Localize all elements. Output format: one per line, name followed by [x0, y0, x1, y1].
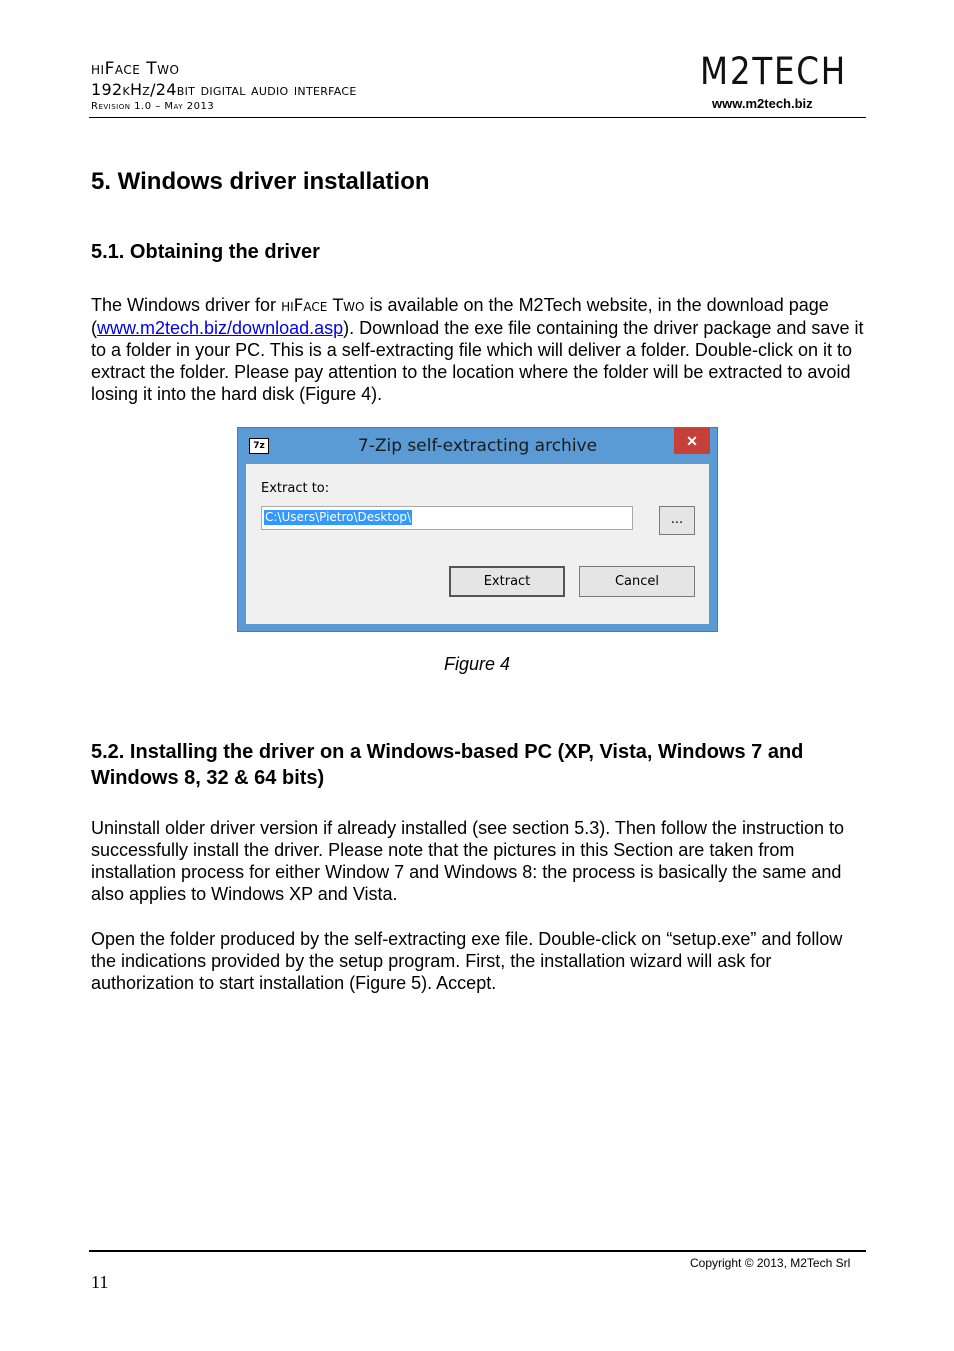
browse-button[interactable]: ... [659, 506, 695, 535]
seven-zip-dialog-screenshot [237, 427, 718, 632]
website-url: www.m2tech.biz [712, 96, 813, 111]
footer-rule [89, 1250, 866, 1252]
product-name-inline: hiFace Two [281, 296, 365, 316]
header-left [91, 58, 357, 113]
para-text: The Windows driver for [91, 295, 282, 315]
extract-to-label: Extract to: [261, 481, 330, 496]
subsection-title-installing: 5.2. Installing the driver on a Windows-based PC (XP, Vista, Windows 7 and Windows 8, 32 & 64 bits) [91, 741, 804, 789]
figure-caption: Figure 4 [443, 654, 511, 674]
header-rule [89, 117, 866, 118]
product-name: hiFace Two [91, 59, 180, 79]
paragraph-uninstall: Uninstall older driver version if already installed (see section 5.3). Then follow the instruction to successfully install the driver. Please note that the pictures in this Section are taken from installation process for either Window 7 and Windows 8: the process is basically the same and also applies to Windows XP and Vista. [91, 818, 845, 904]
close-icon[interactable]: ✕ [674, 428, 710, 454]
product-subtitle: 192kHz/24bit digital audio interface [91, 80, 357, 99]
extract-button[interactable]: Extract [449, 566, 565, 597]
paragraph-obtaining [91, 294, 866, 405]
copyright: Copyright © 2013, M2Tech Srl [690, 1256, 851, 1270]
seven-zip-icon: 7z [249, 438, 269, 454]
dialog-title: 7-Zip self-extracting archive [357, 436, 598, 456]
section-title: 5. Windows driver installation [91, 168, 430, 195]
dialog-body [246, 464, 709, 624]
page-number: 11 [91, 1272, 109, 1292]
download-link[interactable]: www.m2tech.biz/download.asp [97, 318, 344, 338]
m2tech-logo: M2TECH [700, 50, 848, 93]
paragraph-open-folder: Open the folder produced by the self-extracting exe file. Double-click on “setup.exe” and follow the indications provided by the setup program. First, the installation wizard will ask for authorization to start installation (Figure 5). Accept. [91, 929, 843, 993]
revision-info: Revision 1.0 – May 2013 [91, 101, 215, 112]
dialog-titlebar [238, 428, 717, 464]
extract-path-value: C:\Users\Pietro\Desktop\ [265, 510, 412, 524]
subsection-title-obtaining: 5.1. Obtaining the driver [91, 241, 320, 263]
para-text: is available on the M2Tech website, in the download page ( [91, 295, 829, 338]
para-text: ). Download the exe file containing the driver package and save it to a folder in your PC. This is a self-extracting file which will deliver a folder. Double-click on it to extract the folder. Please pay attention to the location where the folder will be extracted to avoid losing it into the hard disk (Figure 4). [91, 318, 864, 404]
extract-path-input[interactable] [261, 506, 633, 530]
cancel-button[interactable]: Cancel [579, 566, 695, 597]
